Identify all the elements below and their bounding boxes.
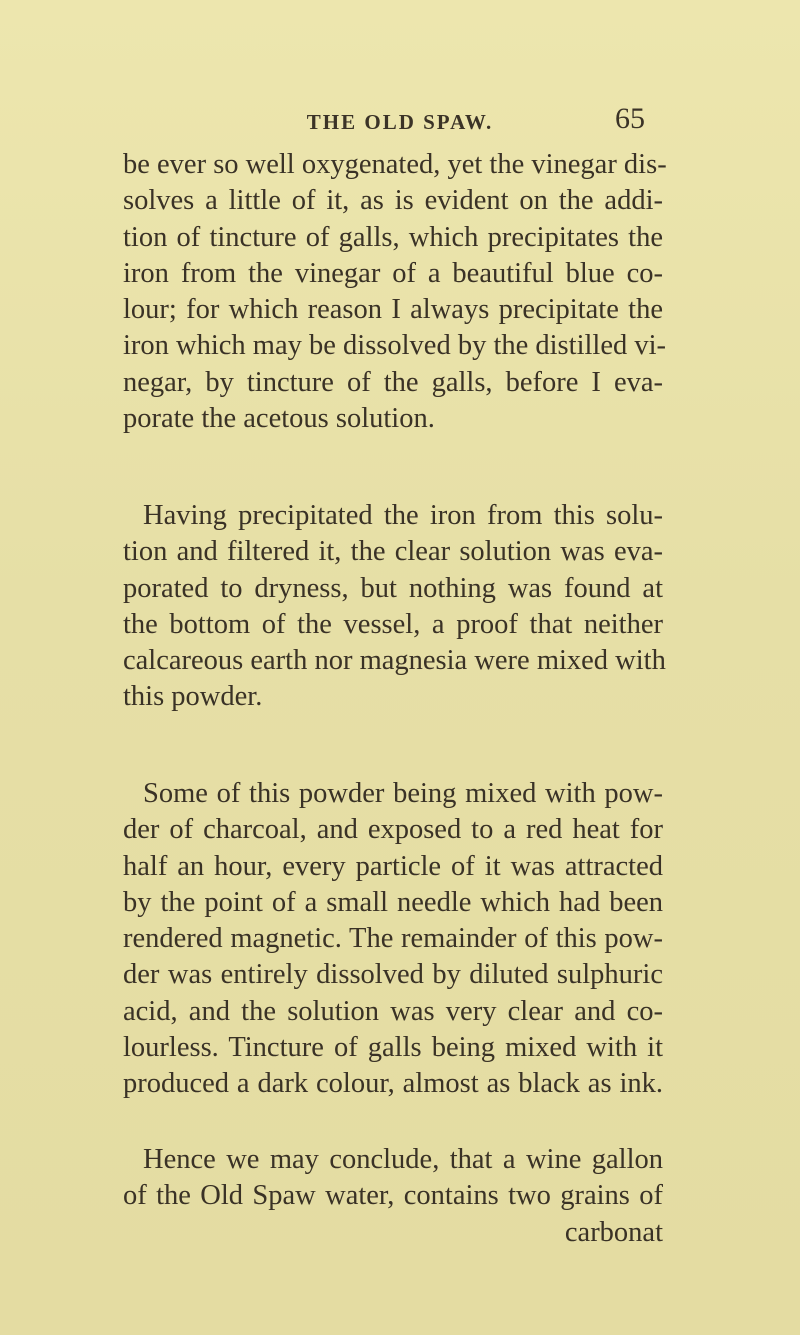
- text-line: der was entirely dissolved by diluted sulphuric: [123, 959, 663, 991]
- text-line: lour; for which reason I always precipitate the: [123, 294, 663, 326]
- text-line: be ever so well oxygenated, yet the vinegar dis-: [123, 149, 667, 180]
- text-line: of the Old Spaw water, contains two grains of: [123, 1180, 663, 1212]
- paragraph-1: [123, 147, 667, 437]
- text-line: tion of tincture of galls, which precipitates the: [123, 221, 663, 253]
- catchword: carbonat: [564, 1216, 663, 1248]
- text-line: porate the acetous solution.: [123, 403, 435, 435]
- page-number: 65: [615, 102, 645, 135]
- text-line: porated to dryness, but nothing was found at: [123, 572, 663, 604]
- text-line: tion and filtered it, the clear solution was eva-: [123, 536, 663, 568]
- text-line: Some of this powder being mixed with pow-: [143, 778, 663, 809]
- running-title: THE OLD SPAW.: [306, 110, 494, 134]
- text-line: negar, by tincture of the galls, before I eva-: [123, 366, 663, 398]
- text-line: the bottom of the vessel, a proof that neither: [123, 608, 663, 640]
- text-line: iron which may be dissolved by the distilled vi-: [123, 330, 667, 362]
- paragraph-4: [123, 1142, 663, 1251]
- text-line: der of charcoal, and exposed to a red heat for: [123, 814, 663, 846]
- text-line: Having precipitated the iron from this solu-: [143, 500, 663, 531]
- paragraph-3: [123, 776, 663, 1103]
- text-line: iron from the vinegar of a beautiful blue co-: [123, 257, 663, 289]
- text-line: lourless. Tincture of galls being mixed with it: [123, 1032, 663, 1064]
- text-line: calcareous earth nor magnesia were mixed with: [123, 645, 666, 677]
- text-line: by the point of a small needle which had been: [123, 886, 663, 918]
- text-line: Hence we may conclude, that a wine gallon: [143, 1144, 663, 1175]
- text-line: produced a dark colour, almost as black as ink.: [123, 1068, 663, 1100]
- text-line: half an hour, every particle of it was attracted: [123, 850, 663, 882]
- running-head: [0, 102, 800, 138]
- text-line: this powder.: [123, 681, 263, 713]
- text-line: solves a little of it, as is evident on the addi-: [123, 185, 663, 217]
- paragraph-2: [123, 498, 666, 716]
- text-line: rendered magnetic. The remainder of this pow-: [123, 923, 663, 955]
- text-line: acid, and the solution was very clear and co-: [123, 995, 663, 1027]
